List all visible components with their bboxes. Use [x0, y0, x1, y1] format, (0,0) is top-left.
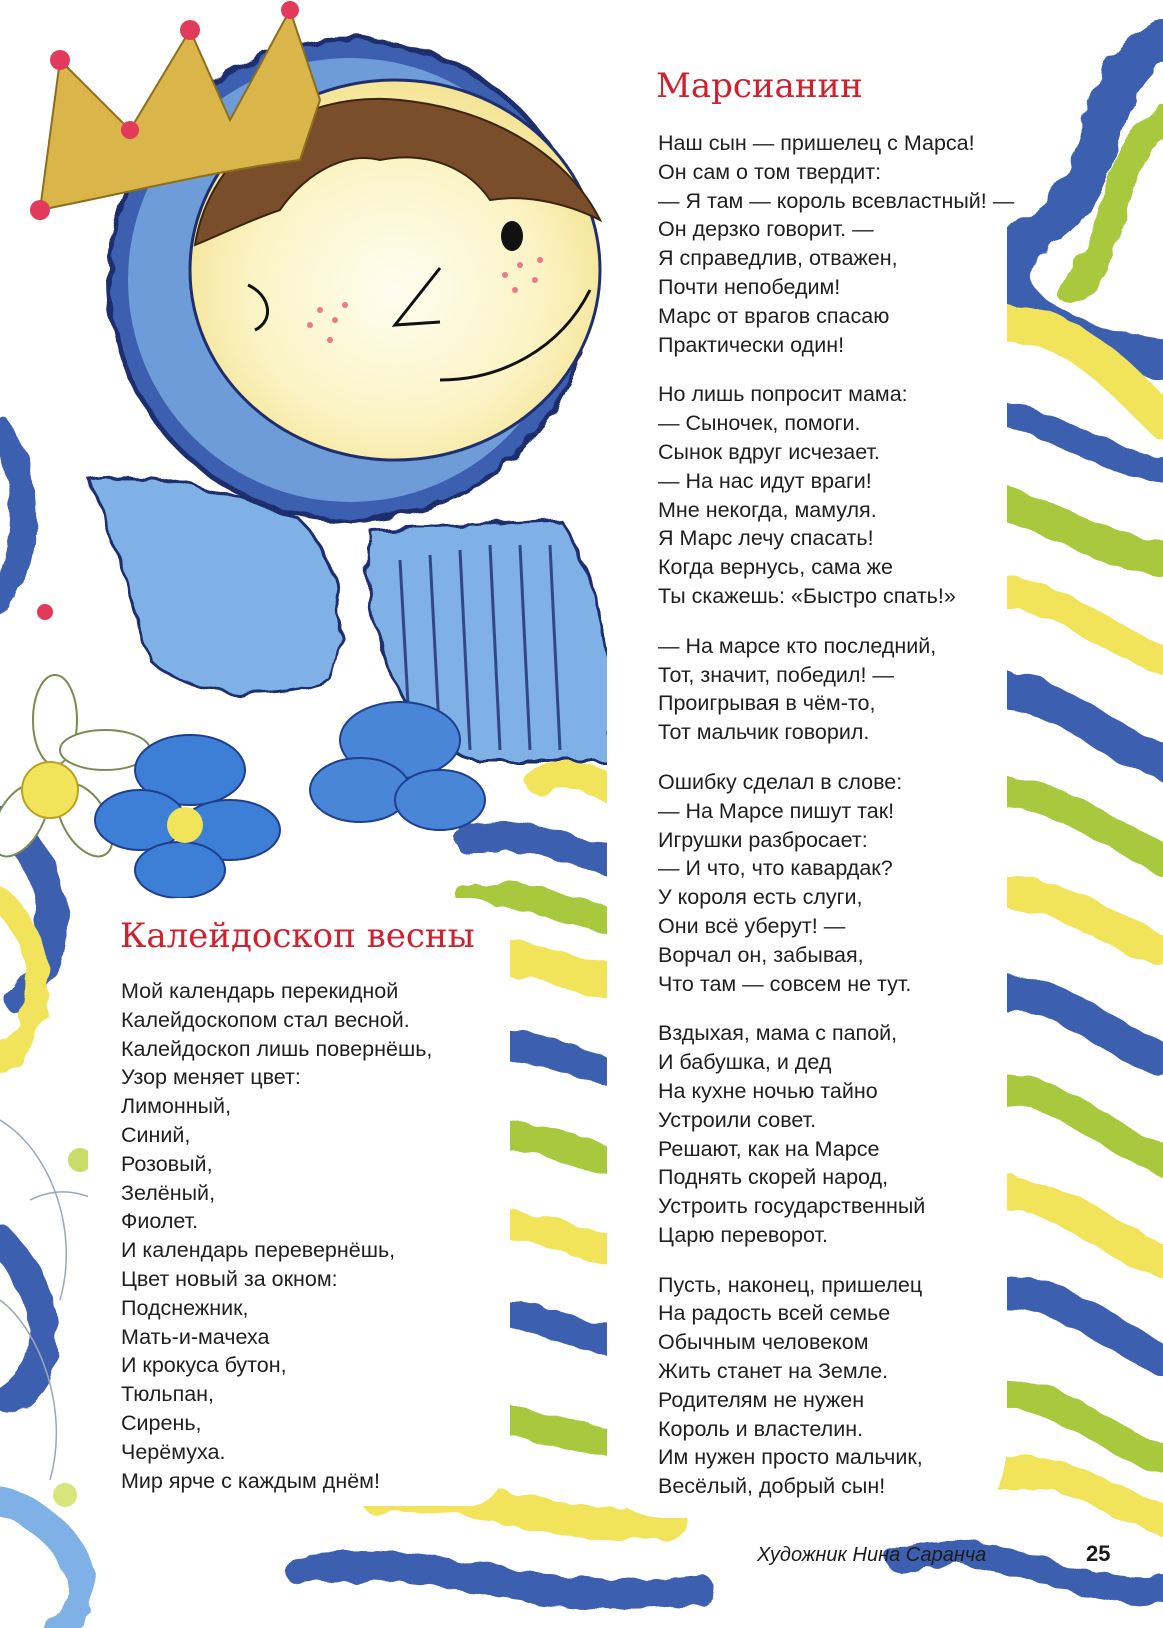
stanza — [658, 1271, 1014, 1501]
poem-line: Родителям не нужен — [658, 1387, 865, 1412]
poem-title-kaleidoscope: Калейдоскоп весны — [120, 916, 475, 956]
poem-line: И бабушка, и дед — [658, 1050, 832, 1075]
poem-line: Почти непобедим! — [658, 274, 841, 299]
poem-line: Ворчал он, забывая, — [658, 942, 864, 967]
poem-line: — И что, что кавардак? — [658, 856, 893, 881]
poem-line: Пусть, наконец, пришелец — [658, 1272, 923, 1297]
poem-line: Тот, значит, победил! — — [658, 662, 894, 687]
poem-line: Весёлый, добрый сын! — [658, 1474, 886, 1499]
poem-line: Обычным человеком — [658, 1330, 869, 1355]
poem-line: Когда вернусь, сама же — [658, 555, 893, 580]
poem-line: Вздыхая, мама с папой, — [658, 1021, 898, 1046]
poem-line: Царю переворот. — [658, 1222, 828, 1247]
poem-line: Я справедлив, отважен, — [658, 246, 898, 271]
poem-line: Сирень, — [121, 1410, 202, 1435]
poem-line: Подснежник, — [121, 1295, 249, 1320]
poem-line: Калейдоскопом стал весной. — [121, 1007, 410, 1032]
poem-line: Он дерзко говорит. — — [658, 217, 874, 242]
poem-line: Узор меняет цвет: — [121, 1065, 301, 1090]
poem-line: Лимонный, — [121, 1094, 232, 1119]
page-number: 25 — [1086, 1541, 1111, 1566]
poem-line: Устроили совет. — [658, 1107, 817, 1132]
cornflower-icon — [95, 702, 485, 898]
poem-line: Мир ярче с каждым днём! — [121, 1468, 380, 1493]
poem-line: Цвет новый за окном: — [121, 1266, 338, 1291]
poem-line: Розовый, — [121, 1151, 213, 1176]
poem-line: — На марсе кто последний, — [658, 633, 937, 658]
poem-title-martian: Марсианин — [656, 66, 863, 106]
poem-line: Сынок вдруг исчезает. — [658, 439, 880, 464]
stanza — [658, 129, 1014, 359]
poem-martian — [658, 129, 1014, 1522]
stanza — [658, 768, 1014, 998]
poem-line: И крокуса бутон, — [121, 1353, 287, 1378]
poem-line: — Сыночек, помоги. — [658, 411, 861, 436]
poem-line: Тот мальчик говорил. — [658, 720, 870, 745]
poem-line: Они всё уберут! — — [658, 913, 846, 938]
poem-line: Практически один! — [658, 332, 845, 357]
poem-line: — На Марсе пишут так! — [658, 798, 895, 823]
poem-line: На кухне ночью тайно — [658, 1078, 878, 1103]
poem-line: Наш сын — пришелец с Марса! — [658, 131, 975, 155]
poem-line: Им нужен просто мальчик, — [658, 1445, 923, 1470]
illustrator-credit: Художник Нина Саранча — [757, 1544, 987, 1566]
poem-line: Черёмуха. — [121, 1439, 226, 1464]
poem-line: Ты скажешь: «Быстро спать!» — [658, 583, 956, 608]
astronaut-boy-icon — [30, 1, 613, 760]
poem-line: Мне некогда, мамуля. — [658, 497, 877, 522]
poem-line: Он сам о том твердит: — [658, 159, 882, 184]
poem-line: На радость всей семье — [658, 1301, 891, 1326]
poem-line: Игрушки разбросает: — [658, 827, 868, 852]
poem-line: Проигрывая в чём-то, — [658, 691, 876, 716]
stanza — [658, 380, 1014, 610]
poem-line: И календарь перевернёшь, — [121, 1238, 396, 1263]
poem-line: Синий, — [121, 1122, 191, 1147]
poem-line: Фиолет. — [121, 1209, 199, 1234]
poem-line: — Я там — король всевластный! — — [658, 188, 1015, 213]
poem-line: Тюльпан, — [121, 1382, 215, 1407]
stanza — [121, 977, 432, 1495]
poem-line: Мой календарь перекидной — [121, 979, 399, 1003]
poem-line: Решают, как на Марсе — [658, 1136, 880, 1161]
stanza — [658, 632, 1014, 747]
poem-line: У короля есть слуги, — [658, 885, 863, 910]
poem-line: Жить станет на Земле. — [658, 1359, 889, 1384]
poem-line: Я Марс лечу спасать! — [658, 526, 874, 551]
poem-line: Устроить государственный — [658, 1194, 926, 1219]
poem-line: Марс от врагов спасаю — [658, 303, 890, 328]
poem-line: — На нас идут враги! — [658, 468, 872, 493]
poem-line: Король и властелин. — [658, 1416, 864, 1441]
poem-line: Но лишь попросит мама: — [658, 382, 908, 407]
poem-line: Поднять скорей народ, — [658, 1165, 889, 1190]
poem-line: Что там — совсем не тут. — [658, 971, 912, 996]
poem-line: Зелёный, — [121, 1180, 216, 1205]
poem-line: Мать-и-мачеха — [121, 1324, 270, 1349]
poem-line: Калейдоскоп лишь повернёшь, — [121, 1036, 433, 1061]
stanza — [658, 1019, 1014, 1249]
poem-line: Ошибку сделал в слове: — [658, 769, 903, 794]
poem-kaleidoscope — [121, 977, 432, 1516]
